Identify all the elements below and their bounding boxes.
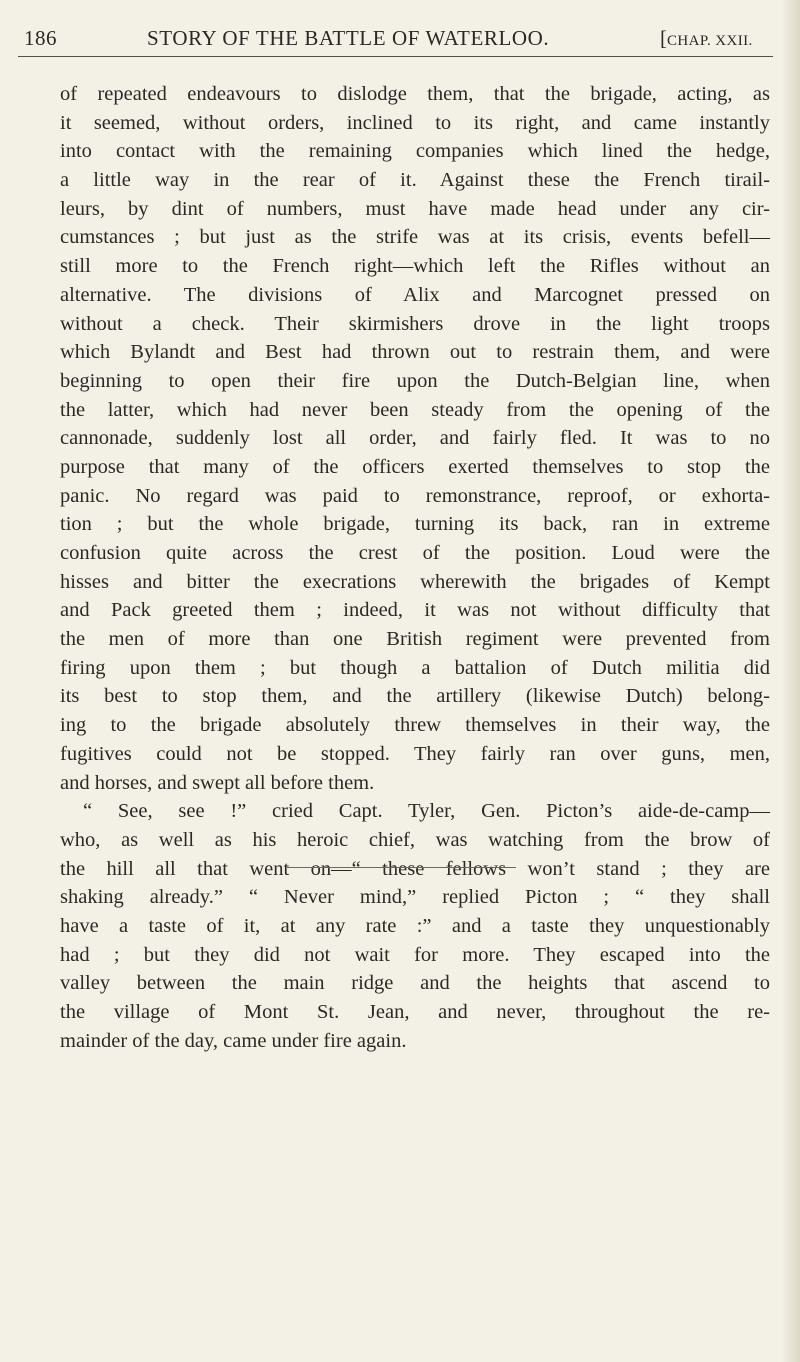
body-text <box>60 80 770 1055</box>
text-line: it seemed, without orders, inclined to its right, and came instantly <box>60 111 770 134</box>
text-line: alternative. The divisions of Alix and Marcognet pressed on <box>60 283 770 306</box>
text-line: the men of more than one British regiment were prevented from <box>60 628 770 651</box>
text-line: and horses, and swept all before them. <box>60 771 375 794</box>
text-line: still more to the French right—which left the Rifles without an <box>60 255 770 278</box>
section-end-rule <box>287 867 516 868</box>
text-line: leurs, by dint of numbers, must have made head under any cir- <box>60 197 770 220</box>
chapter-label: CHAP. XXII. <box>667 33 753 49</box>
text-line: a little way in the rear of it. Against these the French tirail- <box>60 169 770 192</box>
text-line: the latter, which had never been steady from the opening of the <box>60 398 770 421</box>
page-number: 186 <box>24 26 57 50</box>
text-line: firing upon them ; but though a battalion of Dutch militia did <box>60 656 770 679</box>
text-line: shaking already.” “ Never mind,” replied Picton ; “ they shall <box>60 886 770 909</box>
text-line: who, as well as his heroic chief, was watching from the brow of <box>60 828 770 851</box>
running-title: STORY OF THE BATTLE OF WATERLOO. <box>147 26 550 50</box>
text-line: into contact with the remaining companies which lined the hedge, <box>60 140 770 163</box>
text-line: “ See, see !” cried Capt. Tyler, Gen. Picton’s aide-de-camp— <box>83 800 770 823</box>
text-line: purpose that many of the officers exerted themselves to stop the <box>60 455 770 478</box>
page-edge-shadow <box>782 0 800 1362</box>
text-line: confusion quite across the crest of the position. Loud were the <box>60 542 770 564</box>
text-line: valley between the main ridge and the heights that ascend to <box>60 972 770 995</box>
text-line: of repeated endeavours to dislodge them, that the brigade, acting, as <box>60 83 770 105</box>
text-line: panic. No regard was paid to remonstrance, reproof, or exhorta- <box>60 484 770 507</box>
text-line: its best to stop them, and the artillery (likewise Dutch) belong- <box>60 685 770 708</box>
text-line: have a taste of it, at any rate :” and a taste they unquestionably <box>60 914 770 937</box>
text-line: the village of Mont St. Jean, and never, throughout the re- <box>60 1001 770 1023</box>
text-line: and Pack greeted them ; indeed, it was not without difficulty that <box>60 599 770 622</box>
text-line: ing to the brigade absolutely threw themselves in their way, the <box>60 714 770 737</box>
text-line: mainder of the day, came under fire again. <box>60 1029 407 1052</box>
text-line: which Bylandt and Best had thrown out to restrain them, and were <box>60 341 770 364</box>
text-line: had ; but they did not wait for more. They escaped into the <box>60 943 770 966</box>
chapter-reference <box>660 26 753 51</box>
text-line: tion ; but the whole brigade, turning its back, ran in extreme <box>60 513 770 536</box>
text-line: cannonade, suddenly lost all order, and fairly fled. It was to no <box>60 427 770 450</box>
text-line: cumstances ; but just as the strife was at its crisis, events befell— <box>60 226 770 249</box>
running-header <box>18 20 773 57</box>
text-line: without a check. Their skirmishers drove in the light troops <box>60 312 770 335</box>
text-line: the hill all that went on—“ these fellows won’t stand ; they are <box>60 857 770 880</box>
chapter-bracket: [ <box>660 26 667 50</box>
text-line: beginning to open their fire upon the Dutch-Belgian line, when <box>60 369 770 392</box>
text-line: fugitives could not be stopped. They fairly ran over guns, men, <box>60 742 770 765</box>
text-line: hisses and bitter the execrations wherewith the brigades of Kempt <box>60 570 770 593</box>
